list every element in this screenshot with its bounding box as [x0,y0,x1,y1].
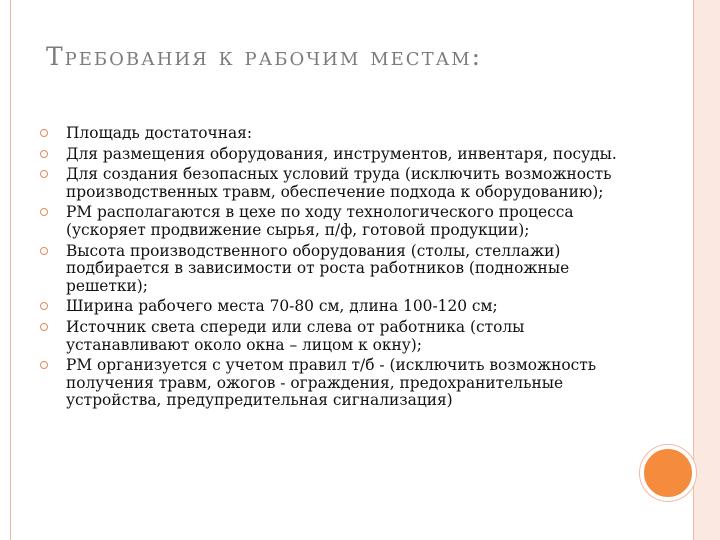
bullet-text: Для создания безопасных условий труда (исключить возможность производственных травм, обеспечение подхода к оборудованию); [66,165,612,201]
circle-outline-icon [40,170,48,178]
orange-circle-decoration [640,445,696,501]
list-item [40,125,640,143]
circle-outline-icon [40,247,48,255]
bullet-text: Ширина рабочего места 70-80 см, длина 100-120 см; [66,297,498,316]
bullet-text: Источник света спереди или слева от работника (столы устанавливают около окна – лицом к окну); [66,317,525,354]
circle-outline-icon [40,361,48,369]
list-item [40,357,640,410]
circle-outline-icon [40,208,48,216]
bullet-text: РМ располагаются в цехе по ходу технологического процесса (ускоряет продвижение сырья, п/ф, готовой продукции); [66,203,574,239]
bullet-text: Площадь достаточная: [66,124,253,142]
list-item [40,166,640,201]
bullet-text: Высота производственного оборудования (столы, стеллажи) подбирается в зависимости от роста работников (подножные решетки); [66,241,570,295]
slide-title: Требования к рабочим местам: [46,42,483,71]
circle-outline-icon [40,323,48,331]
circle-outline-icon [40,150,48,158]
list-item [40,298,640,316]
list-item [40,243,640,296]
right-decorative-strip [694,0,720,540]
circle-outline-icon [40,302,48,310]
bullet-text: Для размещения оборудования, инструментов, инвентаря, посуды. [66,144,617,163]
list-item [40,319,640,354]
bullet-list [40,125,640,413]
circle-outline-icon [40,129,48,137]
list-item [40,146,640,164]
list-item [40,204,640,239]
bullet-text: РМ организуется с учетом правил т/б - (исключить возможность получения травм, ожогов - ограждения, предохранительные устройства, предупредительная сигнализация) [66,356,597,410]
